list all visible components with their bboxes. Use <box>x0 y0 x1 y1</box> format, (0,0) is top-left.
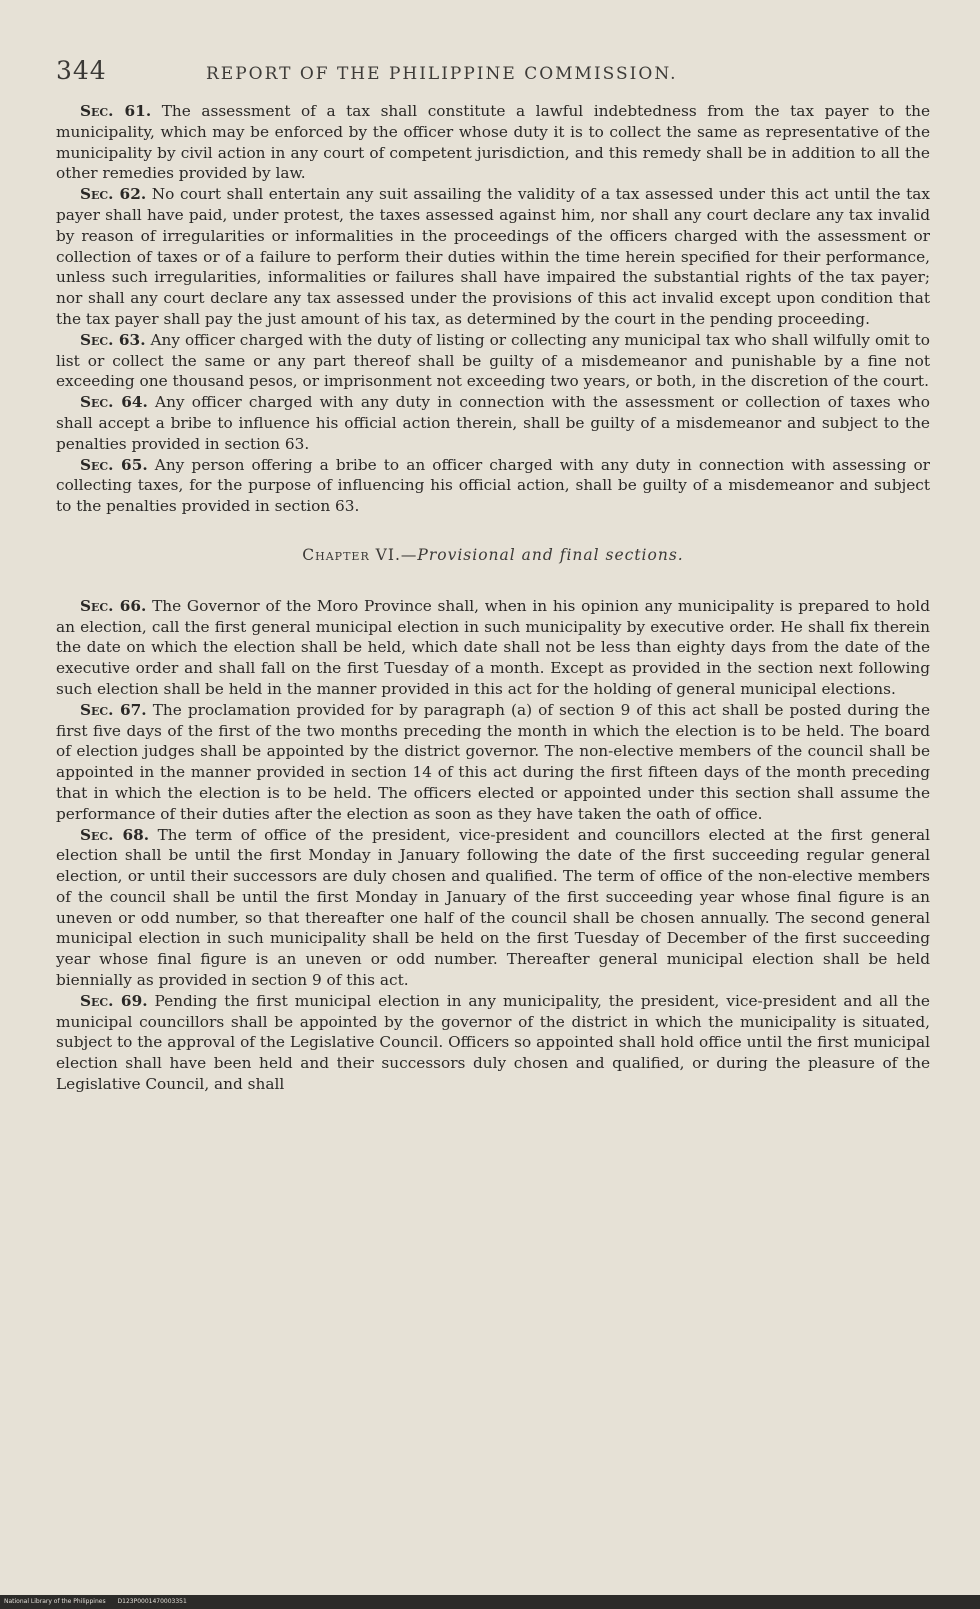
section-label: Sec. 68. <box>80 825 150 844</box>
section-label: Sec. 69. <box>80 991 148 1010</box>
section-63 <box>56 330 930 392</box>
section-text: The assessment of a tax shall constitute a lawful indebtedness from the tax payer to the municipality, which may be enforced by the officer whose duty it is to collect the same as representative of the municipality by civil action in any court of competent jurisdiction, and this remedy shall be in addition to all the other remedies provided by law. <box>56 102 930 183</box>
section-text: Any officer charged with any duty in connection with the assessment or collection of taxes who shall accept a bribe to influence his official action therein, shall be guilty of a misdemeanor and subject to the penalties provided in section 63. <box>56 393 930 453</box>
body-text <box>56 101 930 1095</box>
section-label: Sec. 66. <box>80 596 147 615</box>
section-68 <box>56 825 930 991</box>
section-67 <box>56 700 930 825</box>
section-text: Any officer charged with the duty of listing or collecting any municipal tax who shall wilfully omit to list or collect the same or any part thereof shall be guilty of a misdemeanor and punishable by a fine not exceeding one thousand pesos, or imprisonment not exceeding two years, or both, in the discretion of the court. <box>56 330 930 391</box>
sections-part1 <box>56 101 930 517</box>
section-label: Sec. 64. <box>80 393 148 412</box>
page-header <box>56 56 930 85</box>
section-label: Sec. 62. <box>80 185 147 204</box>
chapter-label: Chapter VI. <box>302 545 401 564</box>
section-text: The Governor of the Moro Province shall, when in his opinion any municipality is prepared to hold an election, call the first general municipal election in such municipality by executive order. He shall fix therein the date on which the election shall be held, which date shall not be less than eighty days from the date of the executive order and shall fall on the first Tuesday of a month. Except as provided in the section next following such election shall be held in the manner provided in this act for the holding of general municipal elections. <box>56 596 930 698</box>
footer-code: D123P0001470003351 <box>117 1598 187 1605</box>
section-text: The proclamation provided for by paragraph (a) of section 9 of this act shall be posted during the first five days of the first of the two months preceding the month in which the election is to be held. The board of election judges shall be appointed by the district governor. The non-elective members of the council shall be appointed in the manner provided in section 14 of this act during the first fifteen days of the month preceding that in which the election is to be held. The officers elected or appointed under this section shall assume the performance of their duties after the election as soon as they have taken the oath of office. <box>56 700 930 823</box>
page-number: 344 <box>56 56 107 85</box>
chapter-heading <box>56 545 930 566</box>
section-61 <box>56 101 930 184</box>
chapter-dash: — <box>400 545 418 564</box>
section-66 <box>56 596 930 700</box>
section-text: Any person offering a bribe to an officer charged with any duty in connection with assessing or collecting taxes, for the purpose of influencing his official action, shall be guilty of a misdemeanor and subject to the penalties provided in section 63. <box>56 455 930 516</box>
section-text: No court shall entertain any suit assailing the validity of a tax assessed under this act until the tax payer shall have paid, under protest, the taxes assessed against him, nor shall any court declare any tax invalid by reason of irregularities or informalities in the proceedings of the officers charged with the assessment or collection of taxes or of a failure to perform their duties within the time herein specified for their performance, unless such irregularities, informalities or failures shall have impaired the substantial rights of the tax payer; nor shall any court declare any tax assessed under the provisions of this act invalid except upon condition that the tax payer shall pay the just amount of his tax, as determined by the court in the pending proceeding. <box>56 185 930 328</box>
section-text: Pending the first municipal election in any municipality, the president, vice-president and all the municipal councillors shall be appointed by the governor of the district in which the municipality is situated, subject to the approval of the Legislative Council. Officers so appointed shall hold office until the first municipal election shall have been held and their successors duly chosen and qualified, or during the pleasure of the Legislative Council, and shall <box>56 991 930 1094</box>
section-69 <box>56 991 930 1095</box>
footer-library: National Library of the Philippines <box>4 1598 106 1605</box>
section-text: The term of office of the president, vice-president and councillors elected at the first general election shall be until the first Monday in January following the date of the first succeeding regular general election, or until their successors are duly chosen and qualified. The term of office of the non-elective members of the council shall be until the first Monday in January of the first succeeding year whose final figure is an uneven or odd number, so that thereafter one half of the council shall be chosen annually. The second general municipal election in such municipality shall be held on the first Tuesday of December of the first succeeding year whose final figure is an uneven or odd number. Thereafter general municipal election shall be held biennially as provided in section 9 of this act. <box>56 825 931 990</box>
section-62 <box>56 184 930 330</box>
chapter-title: Provisional and final sections. <box>417 545 684 564</box>
section-label: Sec. 63. <box>80 330 146 349</box>
sections-part2 <box>56 596 930 1095</box>
section-64 <box>56 392 930 454</box>
running-head: REPORT OF THE PHILIPPINE COMMISSION. <box>206 64 678 84</box>
scan-footer <box>4 1598 197 1605</box>
section-65 <box>56 455 930 517</box>
section-label: Sec. 67. <box>80 700 147 719</box>
section-label: Sec. 61. <box>80 102 152 120</box>
section-label: Sec. 65. <box>80 455 148 474</box>
